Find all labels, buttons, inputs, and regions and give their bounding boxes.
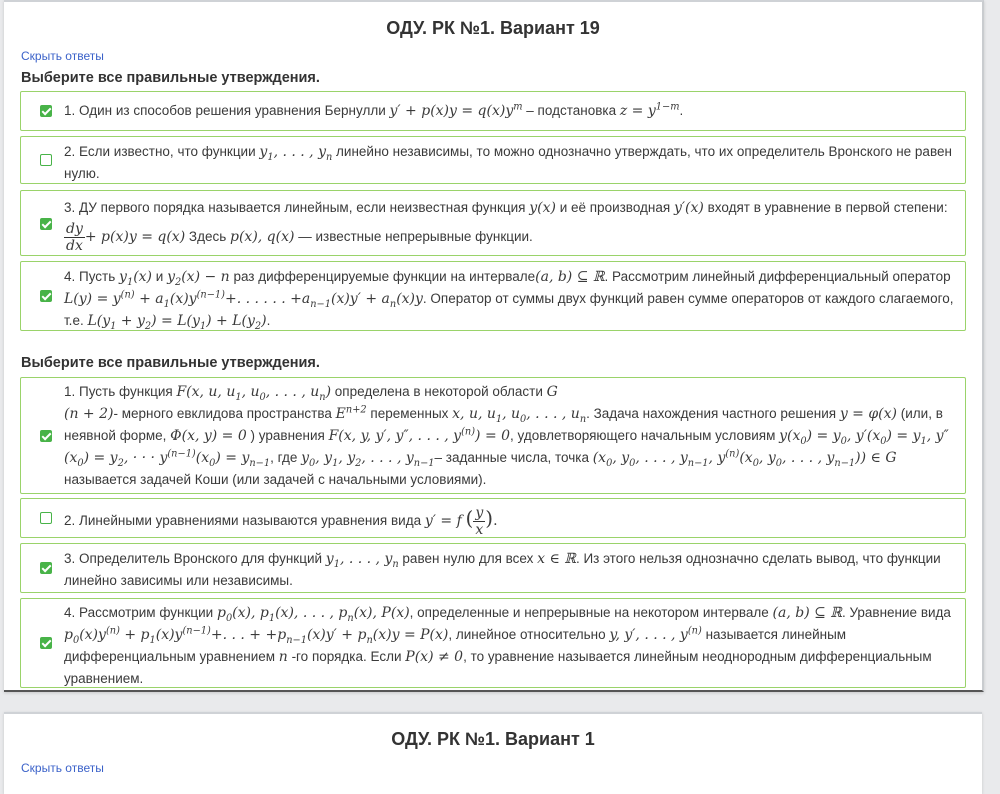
answer-text: 3. Определитель Вронского для функций $y_1$, . . . , $y_n$ равен нулю для всех x ∈ ℝ. Из этого нельзя однозначно сделать вывод, что функции линейно зависимы или независимы. (64, 551, 941, 588)
checkbox-checked[interactable] (40, 105, 52, 117)
answer-item (20, 377, 966, 494)
answer-text: 4. Пусть $y_1(x)$ и $y_2(x) - n$ раз дифференцируемые функции на интервале(a, b) ⊆ ℝ. Рассмотрим линейный дифференциальный оператор $L(y) = y^{(n)} + a_1(x)y^{(n-1)}+$. . . . . . $+a_{n-1}(x)y' + a_n(x)y$. Оператор от суммы двух функций равен сумме операторов от каждого слагаемого, т.е. $L(y_1 + y_2) = L(y_1) + L(y_2)$. (64, 269, 954, 332)
math-expression: n (278, 649, 288, 665)
math-expression: $p_0(x)$, $p_1(x)$, . . . , $p_n(x)$, P(x) (216, 605, 410, 624)
answer-item (20, 261, 966, 331)
checkbox-checked[interactable] (40, 562, 52, 574)
math-expression: (a, b) ⊆ ℝ (772, 605, 842, 621)
math-expression: $L(y) = y^{(n)} + a_1(x)y^{(n-1)}+$. . . . . . $+a_{n-1}(x)y' + a_n(x)y$ (64, 289, 423, 310)
math-expression: $y_1$, . . . , $y_n$ (259, 144, 333, 163)
answer-item (20, 91, 966, 131)
answer-item (20, 598, 966, 688)
paren-close: ) (485, 506, 494, 530)
math-expression: $y_1(x)$ (119, 269, 153, 288)
math-expression: ($x_0$, $y_0$, . . . , $y_{n-1}$, $y^{(n)}(x_0$, $y_0$, . . . , $y_{n-1}$)) ∈ G (592, 448, 897, 469)
answer-item (20, 136, 966, 184)
math-expression: $y_2(x) - n$ (167, 269, 230, 288)
fraction-y-x: $\frac{y}{x}$ (475, 504, 484, 538)
math-expression: $L(y_1 + y_2) = L(y_1) + L(y_2)$ (87, 313, 267, 332)
math-expression: y = φ(x) (839, 406, 897, 422)
math-expression: x ∈ ℝ (537, 551, 576, 567)
math-expression: y(x) (529, 200, 556, 216)
quiz-card-variant-1 (4, 712, 982, 794)
math-expression: (a, b) ⊆ ℝ (535, 269, 605, 285)
math-expression: Φ(x, y) = 0 (170, 428, 247, 444)
checkbox-checked[interactable] (40, 637, 52, 649)
section-title: Выберите все правильные утверждения. (21, 70, 320, 86)
math-expression: $y' + p(x)y = q(x)y^m$ (389, 101, 523, 119)
answer-text: 1. Один из способов решения уравнения Бернулли $y' + p(x)y = q(x)y^m$ – подстановка $z = y^{1-m}$. (64, 101, 684, 119)
checkbox-checked[interactable] (40, 430, 52, 442)
hide-answers-link[interactable]: Скрыть ответы (21, 49, 104, 63)
checkbox-unchecked[interactable] (40, 154, 52, 166)
answer-text: 4. Рассмотрим функции $p_0(x)$, $p_1(x)$, . . . , $p_n(x)$, P(x), определенные и непрерывные на некотором интервале (a, b) ⊆ ℝ. Уравнение вида $p_0(x)y^{(n)} + p_1(x)y^{(n-1)}+$. . . + $+p_{n-1}(x)y' + p_n(x)y = P(x)$, линейное относительно y, y′, . . . , $y^{(n)}$ называется линейным дифференциальным уравнением n -го порядка. Если P(x) ≠ 0, то уравнение называется линейным неоднородным дифференциальным уравнением. (64, 605, 951, 686)
math-expression: $p_0(x)y^{(n)} + p_1(x)y^{(n-1)}+$. . . + $+p_{n-1}(x)y' + p_n(x)y = P(x)$ (64, 625, 449, 646)
paren-open: ( (465, 506, 474, 530)
math-expression: + p(x)y = q(x) (84, 229, 186, 246)
fraction-dy-dx: $\frac{dy}{dx}$ (66, 221, 83, 254)
answer-item (20, 190, 966, 256)
checkbox-checked[interactable] (40, 218, 52, 230)
math-expression: P(x) ≠ 0 (405, 649, 464, 665)
quiz-card-variant-19 (4, 0, 984, 692)
math-expression: $y_1$, . . . , $y_n$ (325, 551, 399, 570)
math-expression: y′ = f (424, 513, 462, 529)
answer-item (20, 498, 966, 538)
answer-text: 2. Если известно, что функции $y_1$, . . . , $y_n$ линейно независимы, то можно однозначно утверждать, что их определитель Вронского не равен нулю. (64, 144, 952, 181)
checkbox-checked[interactable] (40, 290, 52, 302)
math-expression: $z = y^{1-m}$ (619, 101, 680, 119)
math-expression: $y(x_0) = y_0$, $y'(x_0) = y_1$, $y''(x_0) = y_2$, · · · $y^{(n-1)}(x_0) = y_{n-1}$ (64, 428, 949, 469)
math-expression: F(x, u, $u_1$, $u_0$, . . . , $u_n$) (176, 384, 332, 403)
answer-item (20, 543, 966, 593)
answer-text: 2. Линейными уравнениями называются уравнения вида y′ = f ( $\frac{y}{x}$ ). (64, 504, 498, 538)
answer-text: 3. ДУ первого порядка называется линейным, если неизвестная функция y(x) и её производная y′(x) входят в уравнение в первой степени: $\frac{dy}{dx}$ + p(x)y = q(x) Здесь p(x), q(x) — известные непрерывные функции. (64, 200, 948, 254)
period: . (493, 513, 498, 529)
math-expression: F(x, y, y′, y″, . . . , $y^{(n)}) = 0$ (328, 426, 511, 444)
section-title: Выберите все правильные утверждения. (21, 355, 320, 371)
math-expression: p(x), q(x) (230, 229, 295, 246)
math-expression: $y_0$, $y_1$, $y_2$, . . . , $y_{n-1}$ (301, 450, 435, 469)
card-title: ОДУ. РК №1. Вариант 19 (386, 18, 600, 38)
math-expression: y, y′, . . . , $y^{(n)}$ (609, 625, 702, 643)
hide-answers-link[interactable]: Скрыть ответы (21, 761, 104, 775)
answer-text: 1. Пусть функция F(x, u, $u_1$, $u_0$, . . . , $u_n$) определена в некоторой области G (n + 2)- мерного евклидова пространства $E^{n+2}$ переменных x, u, $u_1$, $u_0$, . . . , $u_n$. Задача нахождения частного решения y = φ(x) (или, в неявной форме, Φ(x, y) = 0 ) уравнения F(x, y, y′, y″, . . . , $y^{(n)}) = 0$, удовлетворяющего начальным условиям $y(x_0) = y_0$, $y'(x_0) = y_1$, $y''(x_0) = y_2$, · · · $y^{(n-1)}(x_0) = y_{n-1}$, где $y_0$, $y_1$, $y_2$, . . . , $y_{n-1}-$ заданные числа, точка ($x_0$, $y_0$, . . . , $y_{n-1}$, $y^{(n)}(x_0$, $y_0$, . . . , $y_{n-1}$)) ∈ G называется задачей Коши (или задачей с начальными условиями). (64, 384, 949, 487)
math-expression: x, u, $u_1$, $u_0$, . . . , $u_n$ (452, 406, 587, 425)
card-title: ОДУ. РК №1. Вариант 1 (391, 729, 595, 749)
math-expression: G (546, 384, 558, 400)
math-expression: y′(x) (673, 200, 704, 216)
math-expression: (n + 2) (64, 406, 114, 422)
math-expression: $E^{n+2}$ (335, 404, 367, 422)
checkbox-unchecked[interactable] (40, 512, 52, 524)
